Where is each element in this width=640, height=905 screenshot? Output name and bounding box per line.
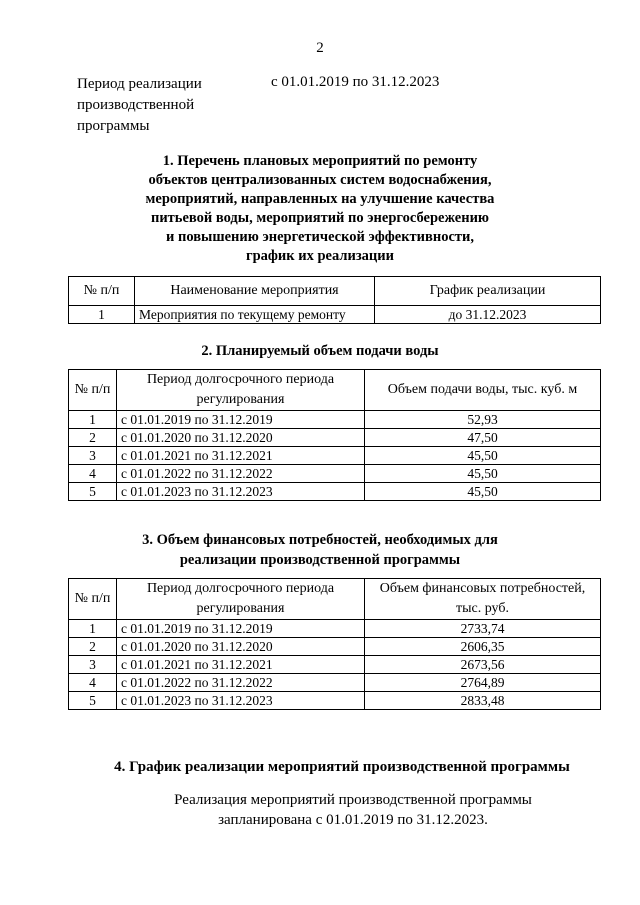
column-header-number: № п/п (69, 370, 117, 411)
cell-period: с 01.01.2021 по 31.12.2021 (117, 656, 365, 674)
table-row (69, 692, 601, 710)
column-header-finance: Объем финансовых потребностей, тыс. руб. (365, 579, 601, 620)
page-number: 2 (316, 40, 324, 56)
column-header-event-name: Наименование мероприятия (135, 277, 375, 306)
section1-title-line: и повышению энергетической эффективности, (166, 229, 474, 245)
cell-finance: 2733,74 (365, 620, 601, 638)
cell-period: с 01.01.2022 по 31.12.2022 (117, 674, 365, 692)
section4-title-wrap (0, 758, 640, 777)
section1-title-line: график их реализации (245, 248, 394, 264)
section1-title-line: мероприятий, направленных на улучшение качества (145, 191, 495, 207)
table-row (69, 411, 601, 429)
section4-title: 4. График реализации мероприятий производственной программы (114, 759, 570, 775)
table-row (69, 656, 601, 674)
cell-number: 1 (69, 620, 117, 638)
cell-volume: 45,50 (365, 465, 601, 483)
table-header-row (69, 277, 601, 306)
table-row (69, 465, 601, 483)
cell-finance: 2764,89 (365, 674, 601, 692)
section1-title-line: объектов централизованных систем водоснабжения, (148, 172, 492, 188)
section4-text-line: запланирована с 01.01.2019 по 31.12.2023. (218, 812, 488, 828)
cell-number: 4 (69, 674, 117, 692)
cell-number: 1 (69, 411, 117, 429)
column-header-schedule: График реализации (375, 277, 601, 306)
cell-number: 4 (69, 465, 117, 483)
cell-number: 3 (69, 447, 117, 465)
cell-number: 2 (69, 638, 117, 656)
cell-period: с 01.01.2019 по 31.12.2019 (117, 411, 365, 429)
period-label: Период реализации производственной программы (77, 76, 202, 134)
section3-title-line: реализации производственной программы (179, 552, 461, 568)
table-header-row (69, 370, 601, 411)
section2-title: 2. Планируемый объем подачи воды (201, 343, 439, 359)
section4-text (0, 790, 640, 830)
financial-needs-table (68, 578, 601, 710)
column-header-period: Период долгосрочного периода регулирования (117, 370, 365, 411)
cell-period: с 01.01.2022 по 31.12.2022 (117, 465, 365, 483)
table-row (69, 620, 601, 638)
cell-volume: 52,93 (365, 411, 601, 429)
cell-number: 1 (69, 306, 135, 324)
table-row (69, 483, 601, 501)
column-header-period: Период долгосрочного периода регулирования (117, 579, 365, 620)
section3-title (0, 530, 640, 570)
period-value: с 01.01.2019 по 31.12.2023 (271, 74, 440, 90)
section3-title-line: 3. Объем финансовых потребностей, необходимых для (142, 532, 498, 548)
cell-period: с 01.01.2020 по 31.12.2020 (117, 638, 365, 656)
cell-finance: 2833,48 (365, 692, 601, 710)
section1-title-line: 1. Перечень плановых мероприятий по ремонту (162, 153, 478, 169)
section4-text-line: Реализация мероприятий производственной программы (174, 792, 532, 808)
cell-period: с 01.01.2021 по 31.12.2021 (117, 447, 365, 465)
cell-period: с 01.01.2023 по 31.12.2023 (117, 692, 365, 710)
cell-finance: 2673,56 (365, 656, 601, 674)
cell-finance: 2606,35 (365, 638, 601, 656)
table-row (69, 306, 601, 324)
section1-title-line: питьевой воды, мероприятий по энергосбережению (150, 210, 490, 226)
water-supply-table (68, 369, 601, 501)
cell-volume: 47,50 (365, 429, 601, 447)
table-row (69, 674, 601, 692)
events-table (68, 276, 601, 324)
cell-schedule: до 31.12.2023 (375, 306, 601, 324)
cell-period: с 01.01.2019 по 31.12.2019 (117, 620, 365, 638)
table-header-row (69, 579, 601, 620)
cell-volume: 45,50 (365, 447, 601, 465)
table-row (69, 447, 601, 465)
cell-volume: 45,50 (365, 483, 601, 501)
column-header-number: № п/п (69, 579, 117, 620)
cell-period: с 01.01.2023 по 31.12.2023 (117, 483, 365, 501)
table-row (69, 638, 601, 656)
column-header-number: № п/п (69, 277, 135, 306)
section1-title (0, 152, 640, 266)
cell-event-name: Мероприятия по текущему ремонту (135, 306, 375, 324)
cell-number: 5 (69, 692, 117, 710)
cell-number: 2 (69, 429, 117, 447)
cell-number: 5 (69, 483, 117, 501)
cell-period: с 01.01.2020 по 31.12.2020 (117, 429, 365, 447)
cell-number: 3 (69, 656, 117, 674)
column-header-volume: Объем подачи воды, тыс. куб. м (365, 370, 601, 411)
table-row (69, 429, 601, 447)
